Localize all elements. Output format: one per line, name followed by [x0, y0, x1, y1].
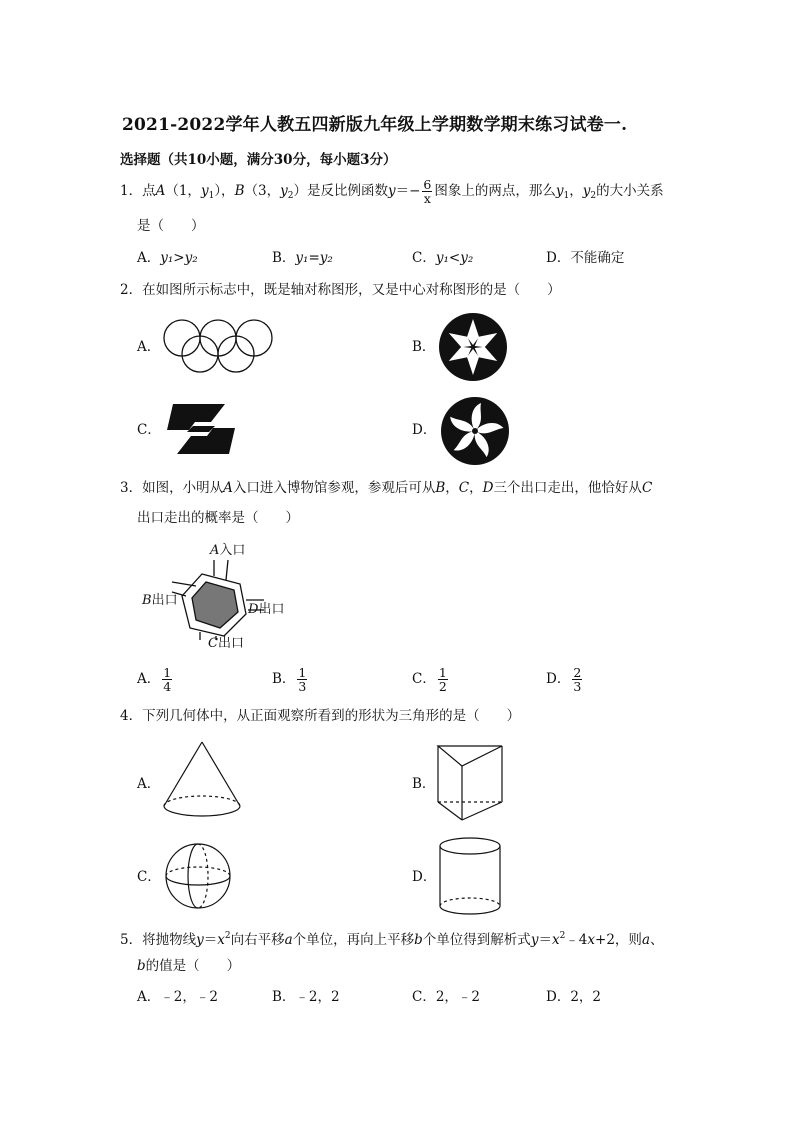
option-text: 2，2	[570, 989, 602, 1005]
option-text: y₁>y₂	[160, 250, 198, 266]
hexagram-star-logo-figure	[438, 312, 508, 382]
question-4-text: 4．下列几何体中，从正面观察所看到的形状为三角形的是（ ）	[120, 708, 521, 724]
q1-option-d[interactable]	[546, 248, 624, 268]
q5-square: 2	[224, 931, 231, 941]
q5-a: a	[284, 932, 293, 948]
question-1-line-1: 1．点A（1，$y_1$），B（3，$y_2$）是反比例函数y＝− $\frac{6}{x}$ 图象上的两点，那么$y_1$，$y_2$的大小关系	[120, 177, 664, 206]
q5-text: ﹣4	[565, 932, 588, 948]
q5-text: 、	[650, 932, 664, 948]
q4-option-d[interactable]: D．	[412, 869, 437, 885]
option-fraction	[297, 666, 307, 693]
q1-y2: y	[582, 183, 591, 199]
q5-x: x	[217, 932, 225, 948]
q1-frac-num: 6	[423, 177, 432, 192]
q5-text: +2，则	[595, 932, 642, 948]
cone-figure	[160, 740, 244, 822]
label-c-exit	[208, 634, 244, 654]
q1-y2: y	[280, 183, 288, 199]
option-label: B．	[272, 671, 296, 687]
label-letter: D	[248, 602, 259, 617]
q3-c: C	[458, 480, 470, 496]
option-fraction	[438, 666, 448, 693]
q1-fraction	[422, 178, 432, 205]
question-3-line-2: 出口走出的概率是（ ）	[137, 510, 299, 526]
option-label: D．	[546, 250, 571, 266]
question-1-line-2: 是（ ）	[137, 218, 205, 234]
q3-c: C	[641, 480, 653, 496]
frac-num: 1	[438, 665, 447, 680]
q5-text: 个单位得到解析式	[422, 932, 531, 948]
q5-y: y	[196, 932, 204, 948]
cylinder-figure	[438, 836, 504, 918]
option-text: 2，﹣2	[435, 989, 481, 1005]
q5-equals: ＝	[203, 932, 218, 948]
q1-minus: −	[409, 183, 421, 199]
frac-num: 2	[573, 665, 582, 680]
q1-text: （1，	[165, 183, 201, 199]
q3-option-d[interactable]	[546, 666, 584, 693]
q1-text: 图象上的两点，那么	[434, 183, 556, 199]
q1-text: 的大小关系	[596, 183, 664, 199]
frac-den: 3	[298, 679, 307, 694]
q5-option-d[interactable]	[546, 987, 601, 1007]
frac-den: 3	[573, 679, 582, 694]
olympic-rings-figure	[160, 318, 272, 378]
question-5-line-2	[137, 956, 240, 976]
q1-text: （3，	[244, 183, 281, 199]
q1-point-a: A	[155, 183, 166, 199]
frac-num: 1	[298, 665, 307, 680]
q2-option-a[interactable]: A．	[137, 339, 161, 355]
q5-y: y	[530, 932, 539, 948]
q1-equals: ＝	[395, 183, 410, 199]
bauhinia-flower-logo-figure	[440, 396, 510, 466]
q5-option-a[interactable]	[137, 987, 218, 1007]
q1-text: ）是反比例函数	[293, 183, 388, 199]
q1-y1: y	[200, 183, 209, 199]
q3-option-a[interactable]	[137, 666, 174, 693]
s-logo-figure	[165, 402, 237, 458]
q5-option-b[interactable]	[272, 987, 340, 1007]
q3-a: A	[223, 480, 233, 496]
question-5-line-1	[120, 926, 664, 950]
q5-text: 向右平移	[230, 932, 285, 948]
q1-text: 点	[142, 183, 156, 199]
option-label: B．	[272, 989, 296, 1005]
q2-option-b[interactable]: B．	[412, 339, 436, 355]
q4-option-c[interactable]: C．	[137, 869, 161, 885]
q3-text: 入口进入博物馆参观，参观后可从	[232, 480, 436, 496]
sphere-figure	[164, 842, 232, 910]
q3-option-b[interactable]	[272, 666, 309, 693]
q3-option-c[interactable]	[412, 666, 450, 693]
option-fraction	[162, 666, 172, 693]
q1-frac-den: x	[423, 191, 431, 206]
option-text: 不能确定	[570, 250, 625, 266]
option-label: C．	[412, 250, 436, 266]
label-text: 出口	[217, 636, 244, 651]
q5-text: 5．将抛物线	[120, 932, 197, 948]
q3-b: B	[435, 480, 446, 496]
q1-option-b[interactable]	[272, 248, 333, 268]
q5-b: b	[137, 958, 146, 974]
q5-x: x	[587, 932, 596, 948]
option-label: D．	[546, 671, 571, 687]
q5-b: b	[414, 932, 423, 948]
q1-point-b: B	[234, 183, 245, 199]
option-text: y₁<y₂	[435, 250, 474, 266]
option-label: C．	[412, 989, 436, 1005]
q2-option-d[interactable]: D．	[412, 422, 437, 438]
label-letter: B	[142, 593, 152, 608]
q5-a: a	[641, 932, 650, 948]
option-label: A．	[137, 671, 161, 687]
q5-equals: ＝	[538, 932, 552, 948]
label-text: 出口	[258, 602, 285, 617]
q2-option-c[interactable]: C．	[137, 422, 161, 438]
q1-text: ），	[214, 183, 235, 199]
frac-den: 4	[163, 679, 172, 694]
label-letter: A	[210, 543, 220, 558]
frac-den: 2	[438, 679, 447, 694]
question-2-text: 2．在如图所示标志中，既是轴对称图形，又是中心对称图形的是（ ）	[120, 282, 561, 298]
q5-option-c[interactable]	[412, 987, 480, 1007]
option-label: D．	[546, 989, 571, 1005]
q1-option-a[interactable]	[137, 248, 198, 268]
q5-square: 2	[559, 931, 566, 941]
option-text: ﹣2，﹣2	[160, 989, 218, 1005]
q3-d: D	[482, 480, 494, 496]
q1-number: 1．	[120, 183, 143, 199]
page-title: 2021-2022学年人教五四新版九年级上学期数学期末练习试卷一.	[122, 115, 628, 135]
option-label: A．	[137, 989, 161, 1005]
label-text: 入口	[219, 543, 246, 558]
frac-num: 1	[163, 665, 172, 680]
triangular-prism-figure	[436, 744, 508, 824]
q1-y1: y	[555, 183, 564, 199]
label-a-entrance	[210, 541, 245, 561]
label-text: 出口	[151, 593, 178, 608]
q4-option-a[interactable]: A．	[137, 776, 161, 792]
option-label: B．	[272, 250, 296, 266]
option-text: y₁=y₂	[295, 250, 333, 266]
option-text: ﹣2，2	[295, 989, 340, 1005]
q1-comma: ，	[569, 183, 583, 199]
option-fraction	[572, 666, 582, 693]
section-header: 选择题（共10小题，满分30分，每小题3分）	[120, 152, 397, 168]
question-3-line-1	[120, 478, 652, 498]
label-b-exit	[142, 591, 178, 611]
q5-text: 个单位，再向上平移	[292, 932, 415, 948]
label-letter: C	[208, 636, 218, 651]
q5-text: 的值是（ ）	[145, 958, 241, 974]
q3-comma: ，	[469, 480, 483, 496]
q1-func-y: y	[387, 183, 396, 199]
q3-comma: ，	[445, 480, 459, 496]
q4-option-b[interactable]: B．	[412, 776, 436, 792]
q1-option-c[interactable]	[412, 248, 473, 268]
option-label: A．	[137, 250, 161, 266]
label-d-exit	[248, 600, 284, 620]
option-label: C．	[412, 671, 436, 687]
q5-x: x	[551, 932, 560, 948]
q3-text: 三个出口走出，他恰好从	[493, 480, 642, 496]
q3-text: 3．如图，小明从	[120, 480, 224, 496]
